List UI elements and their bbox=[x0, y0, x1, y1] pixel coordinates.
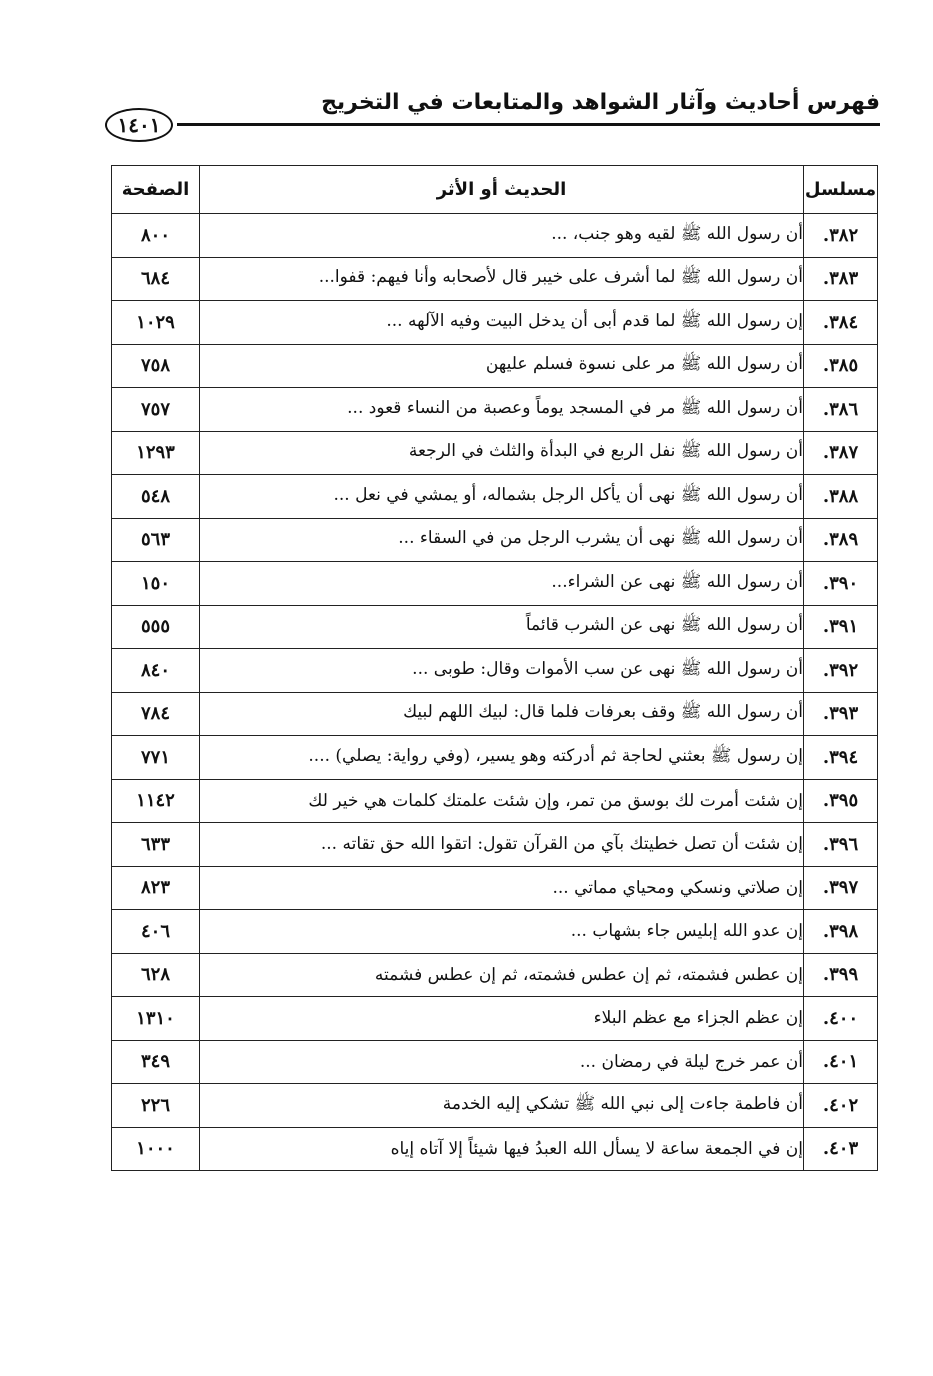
row-page-number: ٨٢٣ bbox=[112, 866, 200, 910]
row-hadith-text: إن عطس فشمته، ثم إن عطس فشمته، ثم إن عطس فشمته bbox=[200, 953, 804, 997]
row-page-number: ٣٤٩ bbox=[112, 1040, 200, 1084]
row-page-number: ٥٤٨ bbox=[112, 475, 200, 519]
row-serial: ٤٠٢. bbox=[804, 1084, 878, 1128]
row-page-number: ٦٣٣ bbox=[112, 823, 200, 867]
page-number: ١٤٠١ bbox=[117, 113, 161, 137]
row-serial: ٣٩٧. bbox=[804, 866, 878, 910]
row-serial: ٣٩١. bbox=[804, 605, 878, 649]
row-serial: ٣٨٩. bbox=[804, 518, 878, 562]
column-header-hadith: الحديث أو الأثر bbox=[200, 166, 804, 214]
row-page-number: ٦٢٨ bbox=[112, 953, 200, 997]
table-row bbox=[112, 1084, 878, 1128]
row-page-number: ٧٥٨ bbox=[112, 344, 200, 388]
row-serial: ٣٨٣. bbox=[804, 257, 878, 301]
row-hadith-text: إن شئت أمرت لك بوسق من تمر، وإن شئت علمتك كلمات هي خير لك bbox=[200, 779, 804, 823]
row-serial: ٣٩٥. bbox=[804, 779, 878, 823]
hadith-index-table bbox=[111, 165, 878, 1171]
row-page-number: ١٠٢٩ bbox=[112, 301, 200, 345]
row-page-number: ٨٤٠ bbox=[112, 649, 200, 693]
row-page-number: ٢٢٦ bbox=[112, 1084, 200, 1128]
row-hadith-text: أن رسول الله ﷺ مر في المسجد يوماً وعصبة من النساء قعود ... bbox=[200, 388, 804, 432]
page-header bbox=[105, 86, 880, 156]
row-page-number: ٦٨٤ bbox=[112, 257, 200, 301]
row-hadith-text: أن رسول الله ﷺ نهى عن الشراء... bbox=[200, 562, 804, 606]
column-header-page: الصفحة bbox=[112, 166, 200, 214]
row-page-number: ١٢٩٣ bbox=[112, 431, 200, 475]
table-row bbox=[112, 518, 878, 562]
row-hadith-text: إن عظم الجزاء مع عظم البلاء bbox=[200, 997, 804, 1041]
row-page-number: ٥٥٥ bbox=[112, 605, 200, 649]
row-serial: ٣٨٦. bbox=[804, 388, 878, 432]
row-hadith-text: إن صلاتي ونسكي ومحياي مماتي ... bbox=[200, 866, 804, 910]
table-row bbox=[112, 605, 878, 649]
row-serial: ٤٠١. bbox=[804, 1040, 878, 1084]
table-row bbox=[112, 692, 878, 736]
row-page-number: ١١٤٢ bbox=[112, 779, 200, 823]
column-header-serial: مسلسل bbox=[804, 166, 878, 214]
row-hadith-text: إن رسول الله ﷺ لما قدم أبى أن يدخل البيت وفيه الآلهه ... bbox=[200, 301, 804, 345]
row-hadith-text: أن رسول الله ﷺ مر على نسوة فسلم عليهن bbox=[200, 344, 804, 388]
row-hadith-text: أن فاطمة جاءت إلى نبي الله ﷺ تشكي إليه الخدمة bbox=[200, 1084, 804, 1128]
row-serial: ٣٨٥. bbox=[804, 344, 878, 388]
row-page-number: ٧٥٧ bbox=[112, 388, 200, 432]
table-row bbox=[112, 562, 878, 606]
row-hadith-text: أن رسول الله ﷺ نهى أن يشرب الرجل من في السقاء ... bbox=[200, 518, 804, 562]
row-page-number: ١٣١٠ bbox=[112, 997, 200, 1041]
row-serial: ٣٨٢. bbox=[804, 214, 878, 258]
table-row bbox=[112, 997, 878, 1041]
row-serial: ٣٨٨. bbox=[804, 475, 878, 519]
table-row bbox=[112, 301, 878, 345]
row-serial: ٤٠٠. bbox=[804, 997, 878, 1041]
row-serial: ٣٨٤. bbox=[804, 301, 878, 345]
row-page-number: ١٠٠٠ bbox=[112, 1127, 200, 1171]
row-hadith-text: أن رسول الله ﷺ نهى أن يأكل الرجل بشماله، أو يمشي في نعل ... bbox=[200, 475, 804, 519]
row-serial: ٣٨٧. bbox=[804, 431, 878, 475]
row-hadith-text: إن عدو الله إبليس جاء بشهاب ... bbox=[200, 910, 804, 954]
row-serial: ٣٩٢. bbox=[804, 649, 878, 693]
table-row bbox=[112, 1127, 878, 1171]
row-serial: ٣٩٨. bbox=[804, 910, 878, 954]
row-page-number: ٧٨٤ bbox=[112, 692, 200, 736]
table-header-row bbox=[112, 166, 878, 214]
row-hadith-text: أن رسول الله ﷺ لقيه وهو جنب، ... bbox=[200, 214, 804, 258]
table-row bbox=[112, 736, 878, 780]
table-row bbox=[112, 431, 878, 475]
row-hadith-text: إن في الجمعة ساعة لا يسأل الله العبدُ فيها شيئاً إلا آتاه إياه bbox=[200, 1127, 804, 1171]
row-hadith-text: إن شئت أن تصل خطيتك بآي من القرآن تقول: اتقوا الله حق تقاته ... bbox=[200, 823, 804, 867]
table-row bbox=[112, 866, 878, 910]
running-title: فهرس أحاديث وآثار الشواهد والمتابعات في التخريج bbox=[311, 90, 880, 115]
table-row bbox=[112, 344, 878, 388]
row-hadith-text: إن رسول ﷺ بعثني لحاجة ثم أدركته وهو يسير، (وفي رواية: يصلي) .... bbox=[200, 736, 804, 780]
row-serial: ٣٩٦. bbox=[804, 823, 878, 867]
row-page-number: ٨٠٠ bbox=[112, 214, 200, 258]
table-row bbox=[112, 823, 878, 867]
row-serial: ٣٩٤. bbox=[804, 736, 878, 780]
table-row bbox=[112, 1040, 878, 1084]
row-serial: ٣٩٣. bbox=[804, 692, 878, 736]
row-hadith-text: أن رسول الله ﷺ نهى عن سب الأموات وقال: طوبى ... bbox=[200, 649, 804, 693]
table-row bbox=[112, 779, 878, 823]
row-serial: ٣٩٩. bbox=[804, 953, 878, 997]
table-row bbox=[112, 649, 878, 693]
row-page-number: ١٥٠ bbox=[112, 562, 200, 606]
table-row bbox=[112, 475, 878, 519]
table-row bbox=[112, 214, 878, 258]
row-hadith-text: أن رسول الله ﷺ نفل الربع في البدأة والثلث في الرجعة bbox=[200, 431, 804, 475]
header-rule bbox=[177, 123, 880, 126]
table-row bbox=[112, 953, 878, 997]
row-hadith-text: أن عمر خرج ليلة في رمضان ... bbox=[200, 1040, 804, 1084]
row-hadith-text: أن رسول الله ﷺ نهى عن الشرب قائماً bbox=[200, 605, 804, 649]
row-page-number: ٥٦٣ bbox=[112, 518, 200, 562]
row-serial: ٣٩٠. bbox=[804, 562, 878, 606]
table-row bbox=[112, 257, 878, 301]
row-page-number: ٤٠٦ bbox=[112, 910, 200, 954]
row-hadith-text: أن رسول الله ﷺ لما أشرف على خيبر قال لأصحابه وأنا فيهم: قفوا... bbox=[200, 257, 804, 301]
table-row bbox=[112, 388, 878, 432]
page-number-badge bbox=[105, 108, 173, 142]
row-page-number: ٧٧١ bbox=[112, 736, 200, 780]
row-hadith-text: أن رسول الله ﷺ وقف بعرفات فلما قال: لبيك اللهم لبيك bbox=[200, 692, 804, 736]
table-row bbox=[112, 910, 878, 954]
row-serial: ٤٠٣. bbox=[804, 1127, 878, 1171]
